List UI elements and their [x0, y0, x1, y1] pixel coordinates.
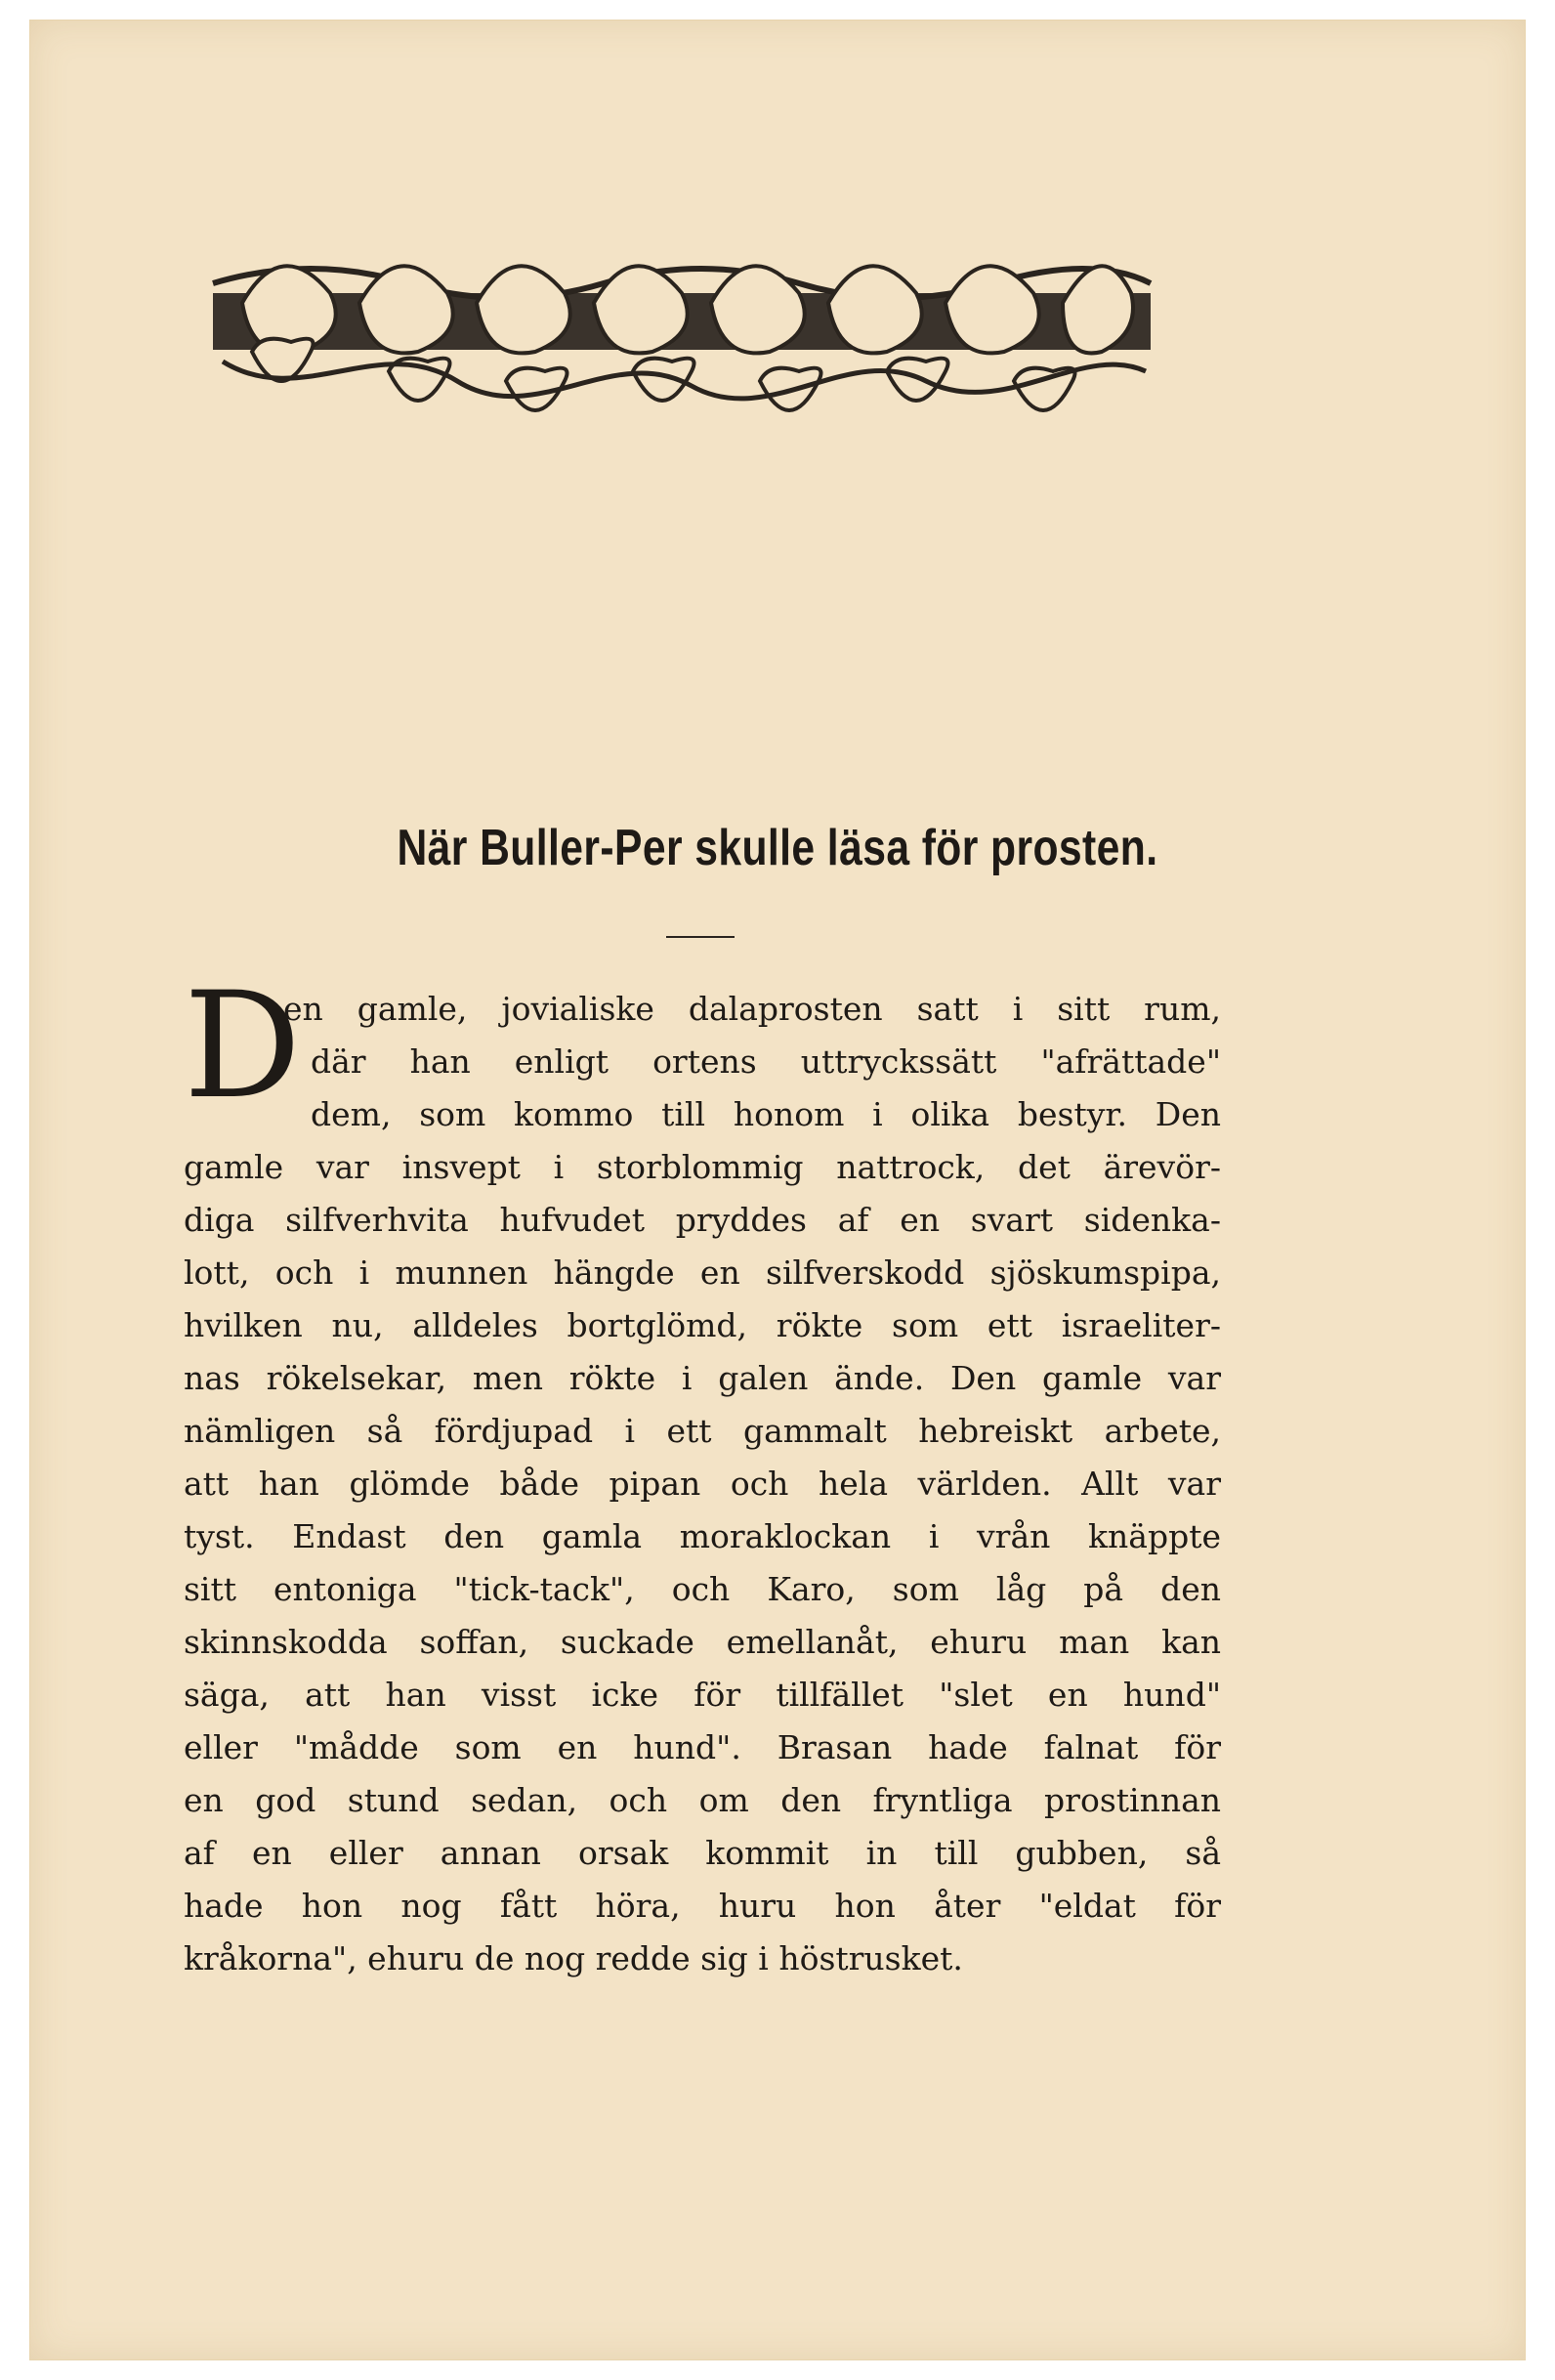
text-line: nas rökelsekar, men rökte i galen ände. Den gamle var — [184, 1359, 1221, 1397]
text-line: lott, och i munnen hängde en silfverskodd sjöskumspipa, — [184, 1254, 1221, 1292]
text-line: hvilken nu, alldeles bortglömd, rökte som ett israeliter- — [184, 1306, 1221, 1344]
text-line: att han glömde både pipan och hela världen. Allt var — [184, 1465, 1221, 1503]
text-line: en god stund sedan, och om den fryntliga prostinnan — [184, 1781, 1221, 1819]
text-line: eller "mådde som en hund". Brasan hade falnat för — [184, 1728, 1221, 1766]
title-divider — [666, 936, 735, 938]
chapter-title: När Buller-Per skulle läsa för prosten. — [397, 820, 1158, 876]
text-line: nämligen så fördjupad i ett gammalt hebreiskt arbete, — [184, 1412, 1221, 1450]
text-line: dem, som kommo till honom i olika bestyr. Den — [311, 1095, 1221, 1133]
text-line: hade hon nog fått höra, huru hon åter "eldat för — [184, 1887, 1221, 1925]
text-line: skinnskodda soffan, suckade emellanåt, ehuru man kan — [184, 1623, 1221, 1661]
text-line: diga silfverhvita hufvudet pryddes af en svart sidenka- — [184, 1201, 1221, 1239]
text-line: gamle var insvept i storblommig nattrock, det ärevör- — [184, 1148, 1221, 1186]
text-line: kråkorna", ehuru de nog redde sig i höstrusket. — [184, 1939, 963, 1977]
text-line: där han enligt ortens uttryckssätt "afrättade" — [311, 1042, 1221, 1081]
text-line: sitt entoniga "tick-tack", och Karo, som låg på den — [184, 1570, 1221, 1608]
text-line: af en eller annan orsak kommit in till gubben, så — [184, 1834, 1221, 1872]
text-line: tyst. Endast den gamla moraklockan i vrån knäppte — [184, 1517, 1221, 1555]
text-line: säga, att han visst icke för tillfället "slet en hund" — [184, 1676, 1221, 1714]
text-line: en gamle, jovialiske dalaprosten satt i sitt rum, — [283, 990, 1221, 1028]
vine-leaf-border-icon — [184, 215, 1172, 430]
drop-cap: D — [184, 961, 302, 1131]
